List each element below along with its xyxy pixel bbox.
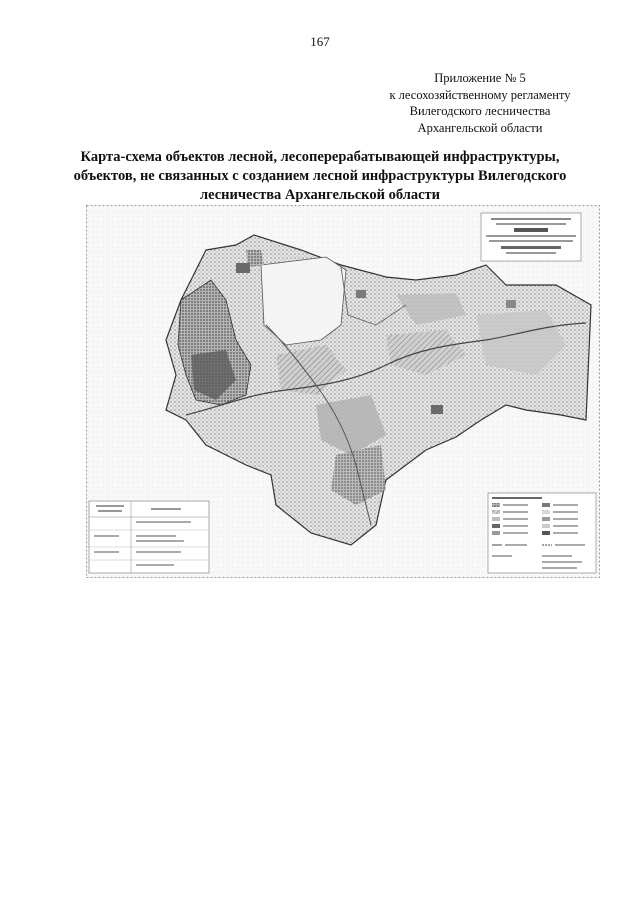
page-number: 167: [310, 34, 330, 49]
appendix-line: Вилегодского лесничества: [409, 104, 551, 118]
quarter-block: [356, 290, 366, 298]
appendix-line: Архангельской области: [417, 120, 543, 135]
map-legend-table: [89, 501, 209, 573]
title-line: лесничества Архангельской области: [199, 187, 441, 203]
appendix-line: к лесохозяйственному регламенту: [389, 87, 571, 102]
quarter-block: [431, 405, 443, 414]
map-title-block: [481, 213, 581, 261]
appendix-header: [360, 70, 600, 136]
map-legend-symbols: [488, 493, 596, 573]
document-title: [40, 148, 600, 205]
title-line: объектов, не связанных с созданием лесной инфраструктуры Вилегодского: [73, 168, 567, 184]
quarter-block: [236, 263, 250, 273]
quarter-block: [506, 300, 516, 308]
scheme-map: [86, 205, 600, 578]
map-image: [86, 205, 600, 578]
appendix-line: Приложение № 5: [434, 71, 526, 85]
title-line: Карта-схема объектов лесной, лесоперерабатывающей инфраструктуры,: [80, 149, 560, 165]
